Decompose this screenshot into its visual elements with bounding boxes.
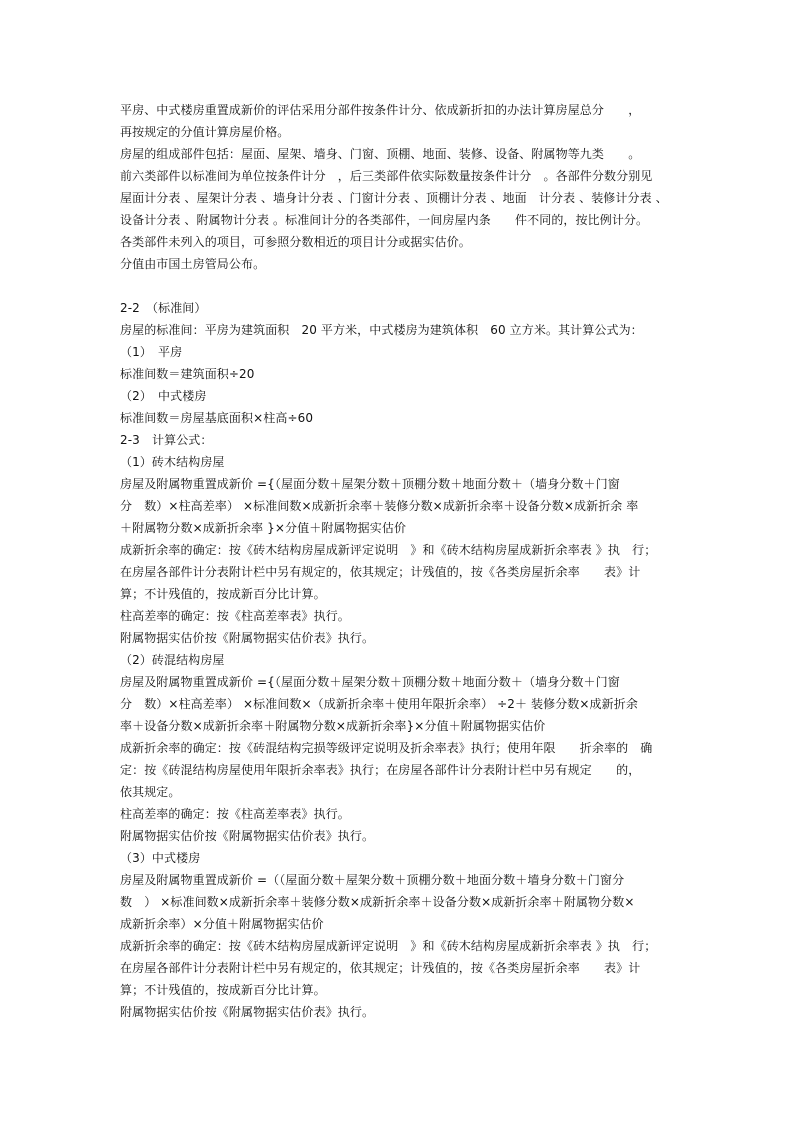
text-line: 2-3 计算公式： [120,433,213,447]
text-line: 算；不计残值的，按成新百分比计算。 [120,983,326,997]
text-line: 在房屋各部件计分表附计栏中另有规定的，依其规定；计残值的，按《各类房屋折余率 表》计 [120,565,641,579]
text-line: （1）砖木结构房屋 [120,455,225,469]
text-line: 房屋的标准间：平房为建筑面积 20 平方米，中式楼房为建筑体积 60 立方米。其计算公式为： [120,323,643,337]
text-line: 在房屋各部件计分表附计栏中另有规定的，依其规定；计残值的，按《各类房屋折余率 表》计 [120,961,641,975]
text-line: 再按规定的分值计算房屋价格。 [120,125,290,139]
text-line: （2） 中式楼房 [120,389,207,403]
text-line: 2-2 （标准间） [120,301,207,315]
text-line: 柱高差率的确定：按《柱高差率表》执行。 [120,807,350,821]
text-line: 成新折余率的确定：按《砖木结构房屋成新评定说明 》和《砖木结构房屋成新折余率表 》执 行； [120,543,657,557]
text-line: 平房、中式楼房重置成新价的评估采用分部件按条件计分、依成新折扣的办法计算房屋总分 ， [120,103,641,117]
text-line: 前六类部件以标准间为单位按条件计分 ，后三类部件依实际数量按条件计分 。各部件分数分别见 [120,169,653,183]
text-line: 数 ） ×标准间数×成新折余率＋装修分数×成新折余率＋设备分数×成新折余率＋附属物分数× [120,895,635,909]
text-line: 柱高差率的确定：按《柱高差率表》执行。 [120,609,350,623]
text-line: （1） 平房 [120,345,183,359]
text-line: 定：按《砖混结构房屋使用年限折余率表》执行；在房屋各部件计分表附计栏中另有规定 的， [120,763,641,777]
text-line: 房屋及附属物重置成新价 ={（屋面分数＋屋架分数＋顶棚分数＋地面分数＋（墙身分数＋门窗 [120,477,620,491]
text-line: 屋面计分表 、屋架计分表 、墙身计分表 、门窗计分表 、顶棚计分表 、地面 计分表 、装修计分表 、 [120,191,668,205]
text-line: 附属物据实估价按《附属物据实估价表》执行。 [120,631,375,645]
text-line: 算；不计残值的，按成新百分比计算。 [120,587,326,601]
text-line: 附属物据实估价按《附属物据实估价表》执行。 [120,829,375,843]
text-line: ＋附属物分数×成新折余率 }×分值＋附属物据实估价 [120,521,407,535]
text-line: 成新折余率的确定：按《砖混结构完损等级评定说明及折余率表》执行；使用年限 折余率的 确 [120,741,653,755]
text-line: 房屋及附属物重置成新价 ={（屋面分数＋屋架分数＋顶棚分数＋地面分数＋（墙身分数＋门窗 [120,675,620,689]
text-line: 标准间数＝房屋基底面积×柱高÷60 [120,411,314,425]
text-line: 房屋的组成部件包括：屋面、屋架、墙身、门窗、顶棚、地面、装修、设备、附属物等九类 。 [120,147,641,161]
text-line: 率＋设备分数×成新折余率＋附属物分数×成新折余率}×分值＋附属物据实估价 [120,719,546,733]
text-line: 分 数）×柱高差率） ×标准间数×（成新折余率＋使用年限折余率） ÷2＋ 装修分数×成新折余 [120,697,638,711]
text-line: 标准间数＝建筑面积÷20 [120,367,255,381]
text-line: 设备计分表 、附属物计分表 。标准间计分的各类部件，一间房屋内条 件不同的，按比例计分。 [120,213,649,227]
text-line: 附属物据实估价按《附属物据实估价表》执行。 [120,1005,375,1019]
text-line: 房屋及附属物重置成新价 =（（屋面分数＋屋架分数＋顶棚分数＋地面分数＋墙身分数＋门窗分 [120,873,625,887]
blank-line [120,275,680,297]
text-line: 成新折余率）×分值＋附属物据实估价 [120,917,324,931]
document-body [120,99,680,1023]
text-line: （2）砖混结构房屋 [120,653,225,667]
text-line: 分 数）×柱高差率） ×标准间数×成新折余率＋装修分数×成新折余率＋设备分数×成新折余 率 [120,499,639,513]
text-line: 依其规定。 [120,785,181,799]
text-line: 成新折余率的确定：按《砖木结构房屋成新评定说明 》和《砖木结构房屋成新折余率表 》执 行； [120,939,657,953]
text-line: 分值由市国土房管局公布。 [120,257,266,271]
text-line: （3）中式楼房 [120,851,201,865]
text-line: 各类部件未列入的项目，可参照分数相近的项目计分或据实估价。 [120,235,471,249]
